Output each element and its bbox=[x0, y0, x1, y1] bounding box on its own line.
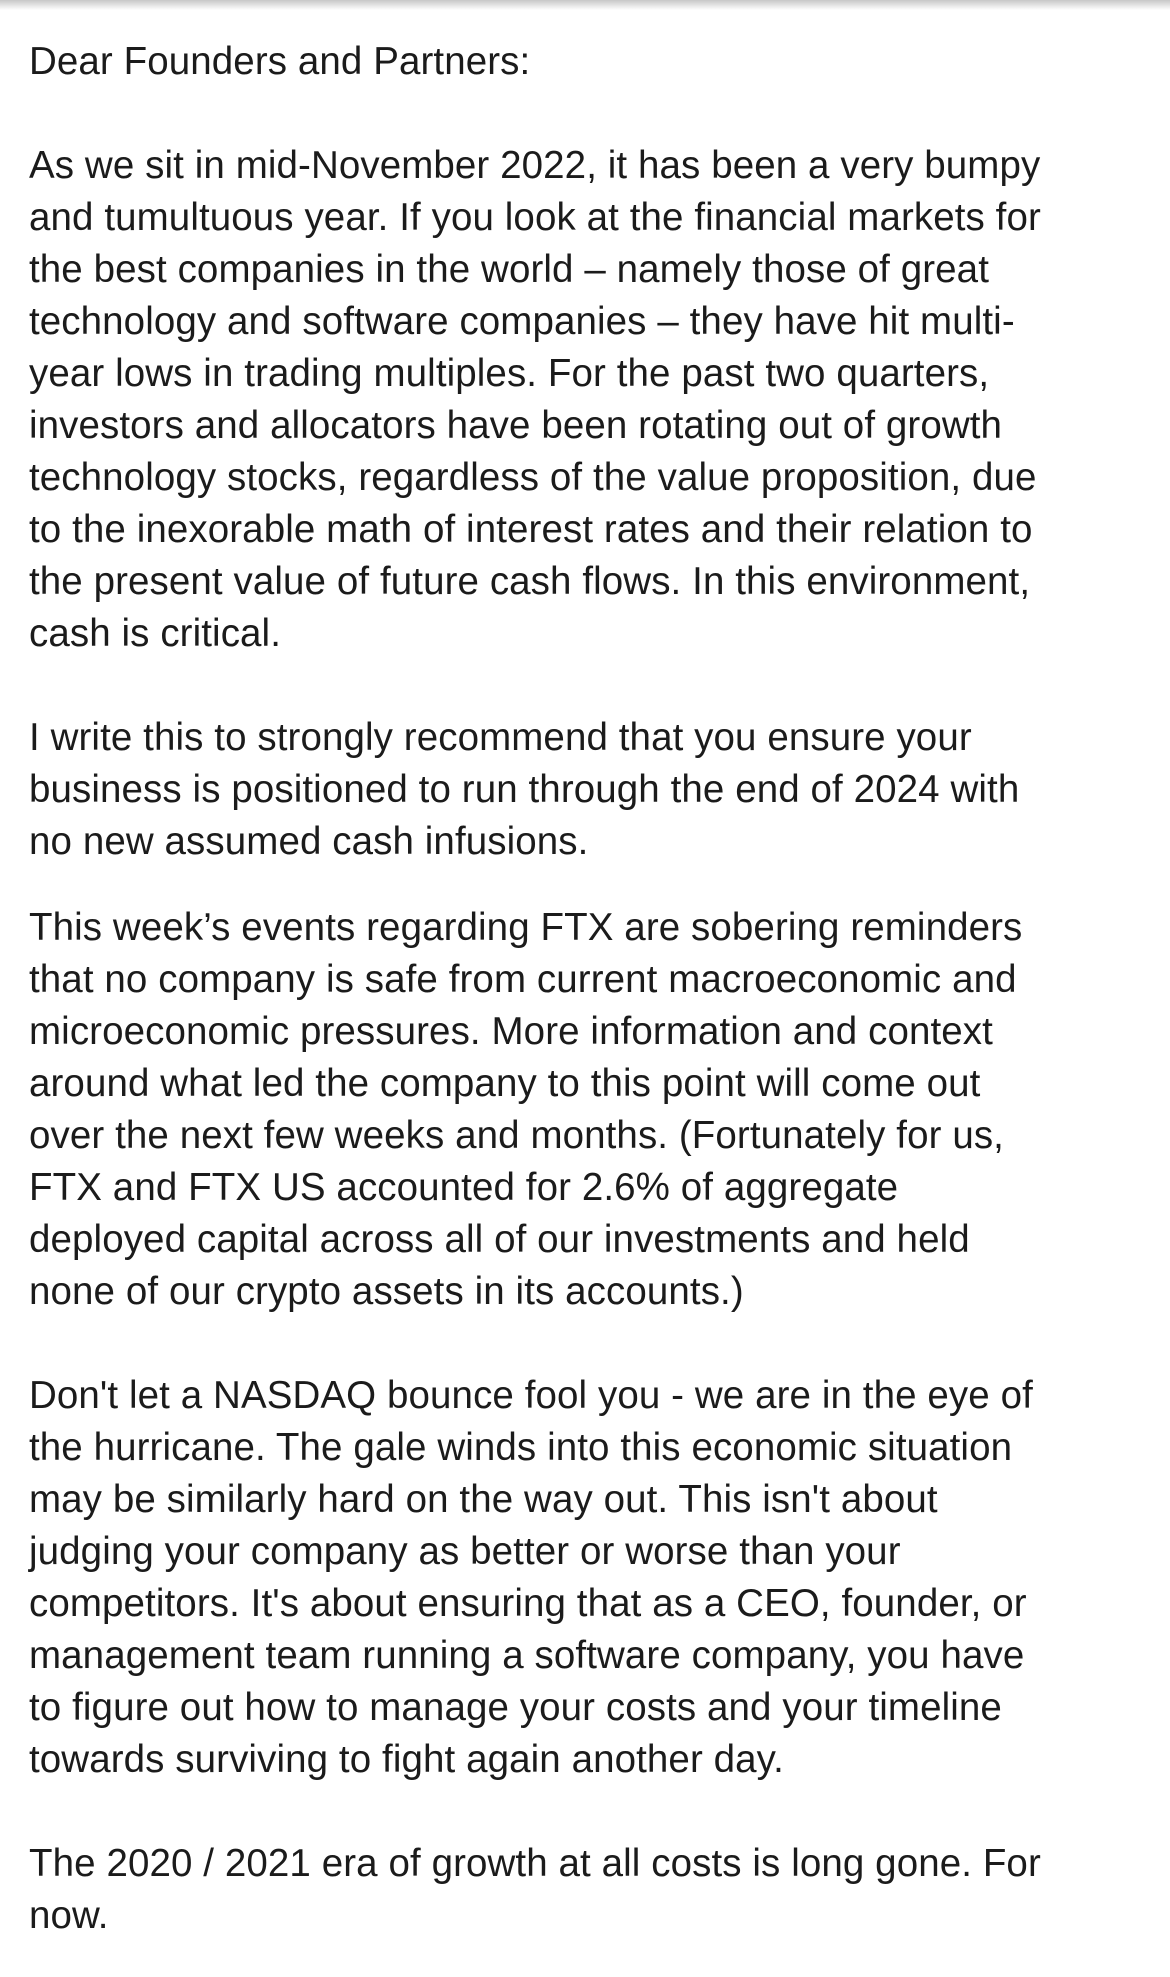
paragraph-ftx-events: This week’s events regarding FTX are sobering reminders that no company is safe from current macroeconomic and microeconomic pressures. More information and context around what led the company to this point will come out over the next few weeks and months. (Fortunately for us, FTX and FTX US accounted for 2.6% of aggregate deployed capital across all of our investments and held none of our crypto assets in its accounts.) bbox=[29, 906, 1023, 1313]
paragraph-closing: The 2020 / 2021 era of growth at all costs is long gone. For now. bbox=[29, 1842, 1041, 1937]
paragraph-nasdaq-warning: Don't let a NASDAQ bounce fool you - we are in the eye of the hurricane. The gale winds into this economic situation may be similarly hard on the way out. This isn't about judging your company as better or worse than your competitors. It's about ensuring that as a CEO, founder, or management team running a software company, you have to figure out how to manage your costs and your timeline towards surviving to fight again another day. bbox=[29, 1374, 1033, 1781]
letter-salutation: Dear Founders and Partners: bbox=[29, 40, 531, 83]
letter-body bbox=[29, 36, 1149, 1942]
paragraph-recommendation: I write this to strongly recommend that you ensure your business is positioned to run through the end of 2024 with no new assumed cash infusions. bbox=[29, 716, 1020, 863]
top-shadow-divider bbox=[0, 0, 1170, 10]
paragraph-market-conditions: As we sit in mid-November 2022, it has been a very bumpy and tumultuous year. If you look at the financial markets for the best companies in the world – namely those of great technology and software companies – they have hit multi- year lows in trading multiples. For the past two quarters, investors and allocators have been rotating out of growth technology stocks, regardless of the value proposition, due to the inexorable math of interest rates and their relation to the present value of future cash flows. In this environment, cash is critical. bbox=[29, 144, 1041, 655]
